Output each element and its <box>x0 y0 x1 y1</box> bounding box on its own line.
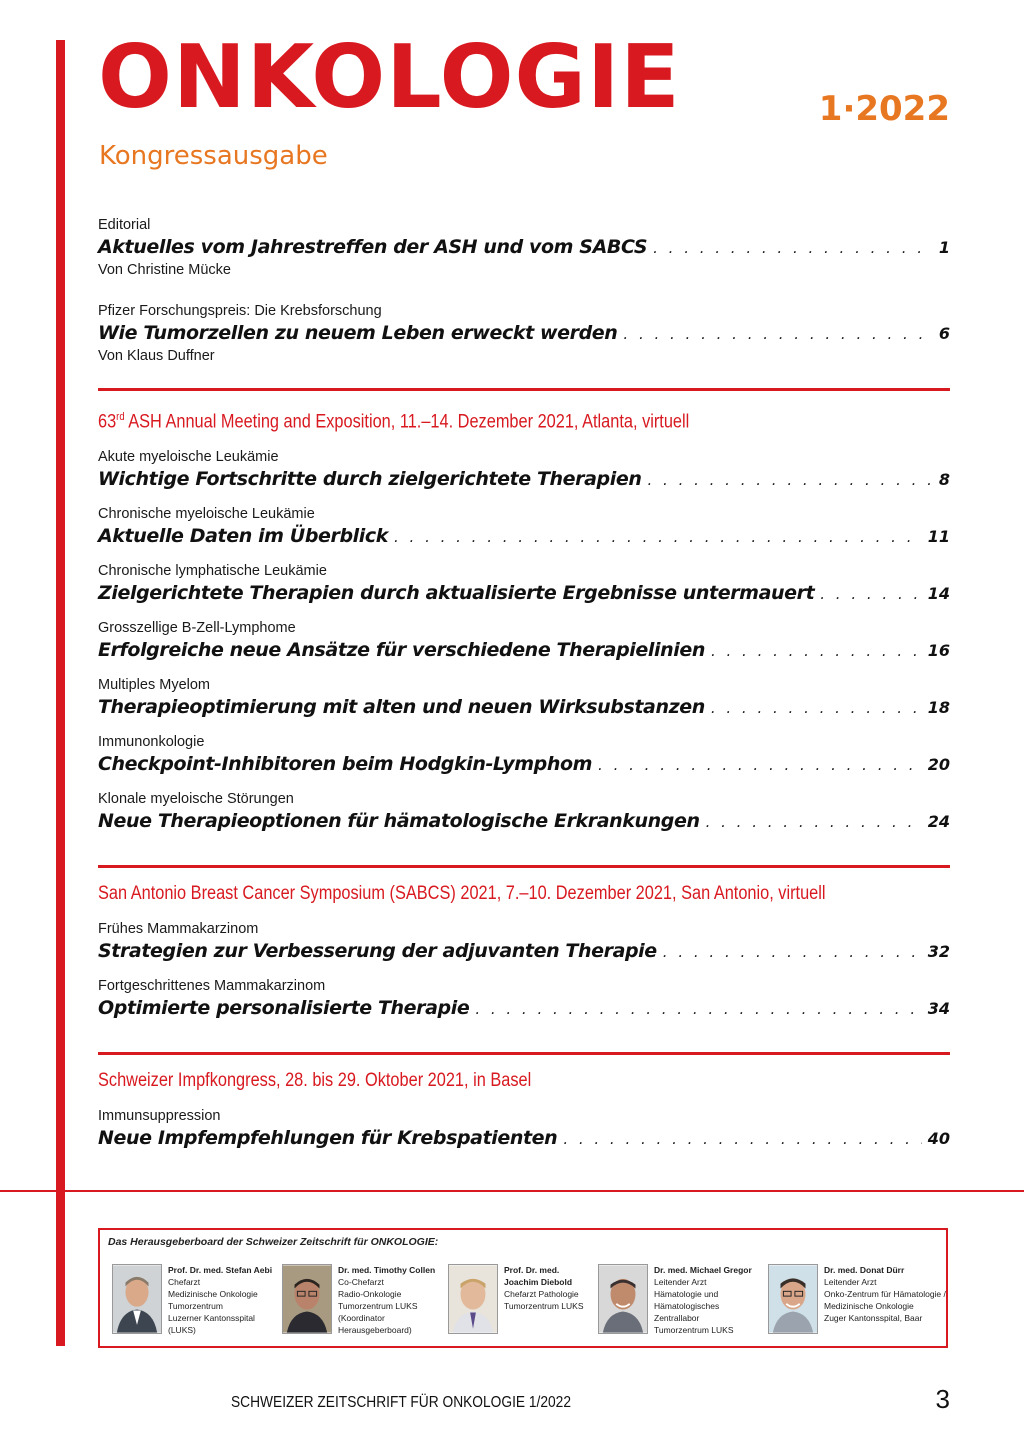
entry-title[interactable]: Erfolgreiche neue Ansätze für verschiedene Therapielinien <box>98 639 705 662</box>
portrait-photo <box>598 1264 648 1334</box>
entry-page: 1 <box>938 238 950 257</box>
toc-entry[interactable] <box>98 1107 950 1152</box>
toc-entry[interactable] <box>98 216 950 280</box>
portrait-photo <box>768 1264 818 1334</box>
dot-leader <box>663 940 922 965</box>
entry-page: 11 <box>927 527 950 547</box>
dot-leader <box>711 639 922 664</box>
member-name: Prof. Dr. med. Stefan Aebi <box>168 1265 273 1275</box>
section-divider <box>98 1052 950 1055</box>
dot-leader <box>598 753 922 778</box>
bottom-divider <box>0 1190 1024 1192</box>
toc-entry[interactable] <box>98 302 950 366</box>
section-heading-ash <box>98 405 831 434</box>
entry-category: Pfizer Forschungspreis: Die Krebsforschung <box>98 303 382 319</box>
entry-title[interactable]: Zielgerichtete Therapien durch aktualisierte Ergebnisse untermauert <box>98 582 815 605</box>
entry-category: Akute myeloische Leukämie <box>98 449 279 466</box>
dot-leader <box>475 997 921 1022</box>
dot-leader <box>706 810 922 835</box>
member-details: Chefarzt Medizinische Onkologie Tumorzentrum Luzerner Kantonsspital (LUKS) <box>168 1277 258 1335</box>
member-details: Leitender Arzt Onko-Zentrum für Hämatologie / Medizinische Onkologie Zuger Kantonsspital, Baar <box>824 1277 946 1323</box>
portrait-photo <box>448 1264 498 1334</box>
board-member <box>448 1264 584 1334</box>
entry-title[interactable]: Therapieoptimierung mit alten und neuen Wirksubstanzen <box>98 696 705 719</box>
member-name: Prof. Dr. med. Joachim Diebold <box>504 1265 573 1287</box>
table-of-contents <box>98 216 950 1164</box>
entry-title[interactable]: Aktuelles vom Jahrestreffen der ASH und vom SABCS <box>98 236 648 258</box>
entry-page: 34 <box>927 999 950 1019</box>
board-member <box>598 1264 752 1336</box>
entry-page: 18 <box>927 698 950 718</box>
entry-title[interactable]: Neue Impfempfehlungen für Krebspatienten <box>98 1127 558 1150</box>
entry-line[interactable] <box>98 321 950 347</box>
toc-entry[interactable] <box>98 505 950 550</box>
footer-journal: SCHWEIZER ZEITSCHRIFT FÜR ONKOLOGIE 1/2022 <box>231 1394 571 1411</box>
toc-entry[interactable] <box>98 676 950 721</box>
entry-page: 20 <box>927 755 950 775</box>
toc-entry[interactable] <box>98 790 950 835</box>
entry-author: Von Christine Mücke <box>98 262 231 278</box>
entry-line[interactable] <box>98 752 950 778</box>
toc-entry[interactable] <box>98 733 950 778</box>
entry-line[interactable] <box>98 638 950 664</box>
entry-category: Frühes Mammakarzinom <box>98 921 259 938</box>
toc-entry[interactable] <box>98 977 950 1022</box>
entry-line[interactable] <box>98 996 950 1022</box>
entry-category: Immunonkologie <box>98 734 205 751</box>
heading-ordinal: 63 <box>98 411 117 433</box>
toc-entry[interactable] <box>98 562 950 607</box>
section-heading-sabcs: San Antonio Breast Cancer Symposium (SABCS) 2021, 7.–10. Dezember 2021, San Antonio, virtuell <box>98 883 826 905</box>
board-title: Das Herausgeberboard der Schweizer Zeitschrift für ONKOLOGIE: <box>108 1236 439 1248</box>
entry-page: 8 <box>938 470 950 490</box>
member-name: Dr. med. Timothy Collen <box>338 1265 436 1275</box>
left-accent-bar <box>56 40 65 1346</box>
entry-category: Editorial <box>98 217 151 233</box>
entry-page: 32 <box>927 942 950 962</box>
entry-line[interactable] <box>98 939 950 965</box>
toc-entry[interactable] <box>98 619 950 664</box>
page-number: 3 <box>935 1384 950 1414</box>
entry-category: Chronische myeloische Leukämie <box>98 506 315 523</box>
entry-page: 24 <box>927 812 950 832</box>
dot-leader <box>711 696 922 721</box>
entry-category: Fortgeschrittenes Mammakarzinom <box>98 978 326 995</box>
portrait-photo <box>112 1264 162 1334</box>
entry-line[interactable] <box>98 695 950 721</box>
board-member <box>282 1264 435 1336</box>
section-heading-impfkongress: Schweizer Impfkongress, 28. bis 29. Oktober 2021, in Basel <box>98 1070 532 1092</box>
heading-ordinal-suffix: rd <box>116 411 125 423</box>
entry-page: 40 <box>927 1129 950 1149</box>
heading-text: ASH Annual Meeting and Exposition, 11.–14. Dezember 2021, Atlanta, virtuell <box>124 411 690 433</box>
entry-page: 16 <box>927 641 950 661</box>
entry-category: Multiples Myelom <box>98 677 210 694</box>
issue-number: 1·2022 <box>818 89 950 129</box>
toc-entry[interactable] <box>98 448 950 493</box>
editorial-board-box <box>98 1228 948 1348</box>
entry-category: Chronische lymphatische Leukämie <box>98 563 327 580</box>
member-name: Dr. med. Donat Dürr <box>824 1265 905 1275</box>
entry-title[interactable]: Optimierte personalisierte Therapie <box>98 997 470 1020</box>
toc-entry[interactable] <box>98 920 950 965</box>
entry-category: Grosszellige B-Zell-Lymphome <box>98 620 296 637</box>
member-name: Dr. med. Michael Gregor <box>654 1265 752 1275</box>
board-member <box>112 1264 272 1336</box>
member-details: Chefarzt Pathologie Tumorzentrum LUKS <box>504 1289 584 1311</box>
dot-leader <box>820 582 921 607</box>
entry-title[interactable]: Checkpoint-Inhibitoren beim Hodgkin-Lymphom <box>98 753 593 776</box>
entry-line[interactable] <box>98 1126 950 1152</box>
masthead-title: ONKOLOGIE <box>98 26 681 128</box>
entry-page: 14 <box>927 584 950 604</box>
entry-line[interactable] <box>98 581 950 607</box>
masthead-subtitle: Kongressausgabe <box>99 141 328 171</box>
entry-title[interactable]: Neue Therapieoptionen für hämatologische Erkrankungen <box>98 810 700 833</box>
member-details: Leitender Arzt Hämatologie und Hämatologisches Zentrallabor Tumorzentrum LUKS <box>654 1277 734 1335</box>
board-member <box>768 1264 946 1334</box>
entry-line[interactable] <box>98 524 950 550</box>
dot-leader <box>563 1127 921 1152</box>
entry-category: Immunsuppression <box>98 1108 221 1125</box>
entry-line[interactable] <box>98 809 950 835</box>
dot-leader <box>394 525 922 550</box>
entry-page: 6 <box>938 324 950 343</box>
entry-category: Klonale myeloische Störungen <box>98 791 294 808</box>
portrait-photo <box>282 1264 332 1334</box>
entry-title[interactable]: Wie Tumorzellen zu neuem Leben erweckt werden <box>98 322 618 344</box>
entry-title[interactable]: Strategien zur Verbesserung der adjuvanten Therapie <box>98 940 657 963</box>
entry-title[interactable]: Wichtige Fortschritte durch zielgerichtete Therapien <box>98 468 642 491</box>
member-details: Co-Chefarzt Radio-Onkologie Tumorzentrum LUKS (Koordinator Herausgeberboard) <box>338 1277 418 1335</box>
dot-leader <box>623 322 932 347</box>
entry-line[interactable] <box>98 467 950 493</box>
entry-line[interactable] <box>98 235 950 261</box>
entry-title[interactable]: Aktuelle Daten im Überblick <box>98 525 388 548</box>
section-divider <box>98 388 950 391</box>
section-divider <box>98 865 950 868</box>
dot-leader <box>653 236 933 261</box>
entry-author: Von Klaus Duffner <box>98 348 215 364</box>
dot-leader <box>648 468 933 493</box>
